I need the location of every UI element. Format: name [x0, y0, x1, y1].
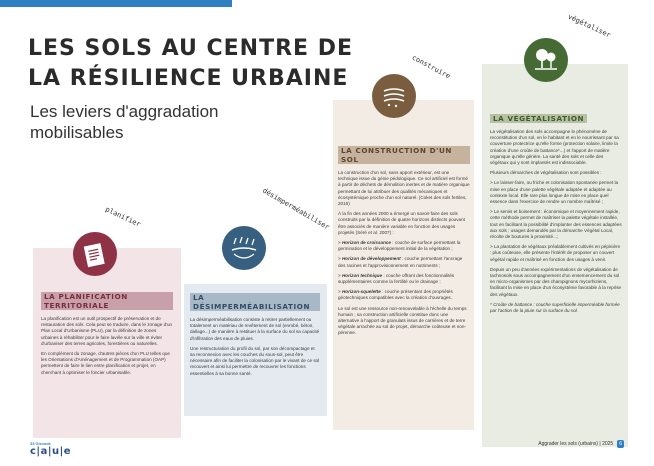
page-footer: [538, 440, 624, 448]
panel-vegetalisation-p3: Depuis un peu d'années expérimentations de végétalisation de tachnosols sous accompagnement d'un ensemencement du sol en micro-organismes par des champignons mycorhiziens, facilitant la mise en place d'un écosystème favorable à la reprise des végétaux.: [490, 266, 622, 297]
method-item: > Le laisser-faire, ou friche et colonisation spontanée permet la mise en place d'une palette végétale adaptée et adaptée au contexte local. Elle rare plus longue de mise en place quel essence dans l'exercice de rendre un nombre maîtrisé ;: [490, 180, 619, 205]
tree-vegetation-icon: [524, 38, 568, 82]
panel-construction-p3: Le sol est une ressource non-renouvelable à l'échelle du temps humain ; sa construction artificielle constitue donc une alternative à l'apport de granulats issus de carrières et de terre végétale arrachée au sol de projet, démarche coûteuse et non-pérenne.: [338, 305, 467, 336]
caue-logo: [30, 441, 71, 457]
horizon-item: > Horizon-squelette : couche présentant des propriétés géotechniques compatibles avec la création d'ouvrages.: [338, 289, 453, 301]
panel-construction-p2: À la fin des années 2000 a émergé un savoir-faire des sols construits par la définition de quatre horizons distincts pouvant être associés de manière variable en fonction des usages projetés (Séré et al. 2007) :: [338, 211, 465, 235]
panel-construction-p1: La construction d'un sol, sans apport extérieur, est une technique issue du génie pédologique. Ce sol artificiel est formé à partir de déchets de démolition inertes et de matière organique permettant de lui attribuer des qualités mécaniques et écosystémique proche d'un sol naturel. (Coket des sols fertiles, 2016): [338, 170, 470, 207]
page-subtitle: Les leviers d'aggradation mobilisables: [30, 102, 219, 142]
desimpermeabiliser-stamp: désimperméabiliser: [261, 186, 331, 232]
horizon-item: > Horizon de développement : couche permettant l'ancrage des racines et l'approvisionnement en nutriments ;: [338, 256, 463, 268]
method-item: > Le semis et boisement : économique et moyennement rapide, cette méthode permet de maîtriser la palette végétale installée, tout en facilitant la possibilité d'implanter des essences adaptées aux sols ; usages demandés par la démarche Végétal Local, récolte de boutures à proximité...;: [490, 209, 622, 240]
rain-soil-icon: [222, 226, 266, 270]
panel-desimpermeabilisation-p1: La désimperméabilisation consiste à retirer partiellement ou totalement un matériau de revêtement de sol (enrobé, béton, dallage...) de manière à restituer à la surface du sol sa capacité d'infiltration des eaux de pluies.: [190, 317, 320, 341]
panel-desimpermeabilisation-title: LA DÉSIMPERMÉABILISATION: [190, 293, 320, 311]
panel-vegetalisation-p2: Plusieurs démarches de végétalisation sont possibles :: [490, 170, 602, 176]
construire-stamp: construire: [410, 53, 452, 81]
panel-desimpermeabilisation-p2: Une restructuration du profil du sol, par son décompactage et sa reconnexion avec les couches du sous-sol, peut être nécessaire afin de faciliter la colonisation par le vivant de ce sol recouvert et ainsi lui permettre de recouvrer les fonctions essentielles à sa bonne santé.: [190, 345, 320, 376]
top-accent-bar: [0, 0, 232, 7]
panel-planification: [33, 248, 181, 438]
panel-construction-title: LA CONSTRUCTION D'UN SOL: [338, 146, 470, 164]
panel-vegetalisation: [482, 64, 628, 447]
panel-planification-p2: En complément du zonage, d'autres pièces d'un PLU telles que les Orientations d'Aménagement et de Programmation (OAP) permettent de faire le lien entre planification et projet, en cherchant à optimiser le foncier urbanisable.: [41, 351, 170, 375]
page-title: [28, 34, 353, 94]
panel-planification-p1: La planification est un outil prospectif de préservation et de restauration des sols. Cela peut se traduire, dans le zonage d'un Plan Local d'Urbanisme (PLU), par la définition de zones urbaines à réhabiliter pour le faire lavéle sur la ville et éviter d'urbaniser des terres agricoles, forestières ou naturelles.: [41, 316, 173, 346]
page-title-line-2: LA RÉSILIENCE URBAINE: [28, 66, 349, 91]
panel-desimpermeabilisation: [184, 284, 327, 416]
planification-document-icon: [73, 232, 117, 276]
horizon-item: > Horizon technique : couche offrant des fonctionnalités supplémentaires comme la fertilité ou le drainage ;: [338, 272, 455, 285]
method-item: > La plantation de végétaux préalablement cultivés en pépinière : plus coûteuse, elle présente l'intérêt de proposer un couvert végétal rapide et maîtrisé en fonction des usages à venir.: [490, 244, 621, 262]
caue-logo-department: 33 Gironde: [30, 441, 51, 446]
panel-vegetalisation-title: LA VÉGÉTALISATION: [490, 114, 587, 123]
soil-layers-icon: [372, 74, 416, 118]
document-title: Aggrader les sols (urbains) | 2025: [538, 441, 614, 447]
panel-construction: [333, 100, 474, 430]
panel-vegetalisation-footnote: * Croûte de battance : couche superficielle imperméable formée par l'action de la pluie sur la surface du sol.: [490, 301, 620, 314]
planifier-stamp: planifier: [104, 205, 142, 229]
page-number: 6: [619, 441, 622, 447]
panel-planification-title: LA PLANIFICATION TERRITORIALE: [41, 292, 173, 310]
caue-logo-wordmark: c|a|u|e: [30, 446, 72, 457]
horizon-item: > Horizon de croissance : couche de surface permettant la germination et le développement initial de la végétation ;: [338, 240, 461, 252]
vegetaliser-stamp: végétaliser: [566, 12, 612, 40]
panel-vegetalisation-p1: La végétalisation des sols accompagne le phénomène de reconstitution d'un sol, en le habitant et en le nourrissant par sa couverture protectrice qu'elle forme (protection solaire, limite la création d'une croûte de battance*...) et l'apport de matière organique qu'elle génère. La santé des sols et celle des végétaux qui y sont implantés est indissociable.: [490, 129, 619, 166]
page-title-line-1: LES SOLS AU CENTRE DE: [28, 36, 354, 61]
